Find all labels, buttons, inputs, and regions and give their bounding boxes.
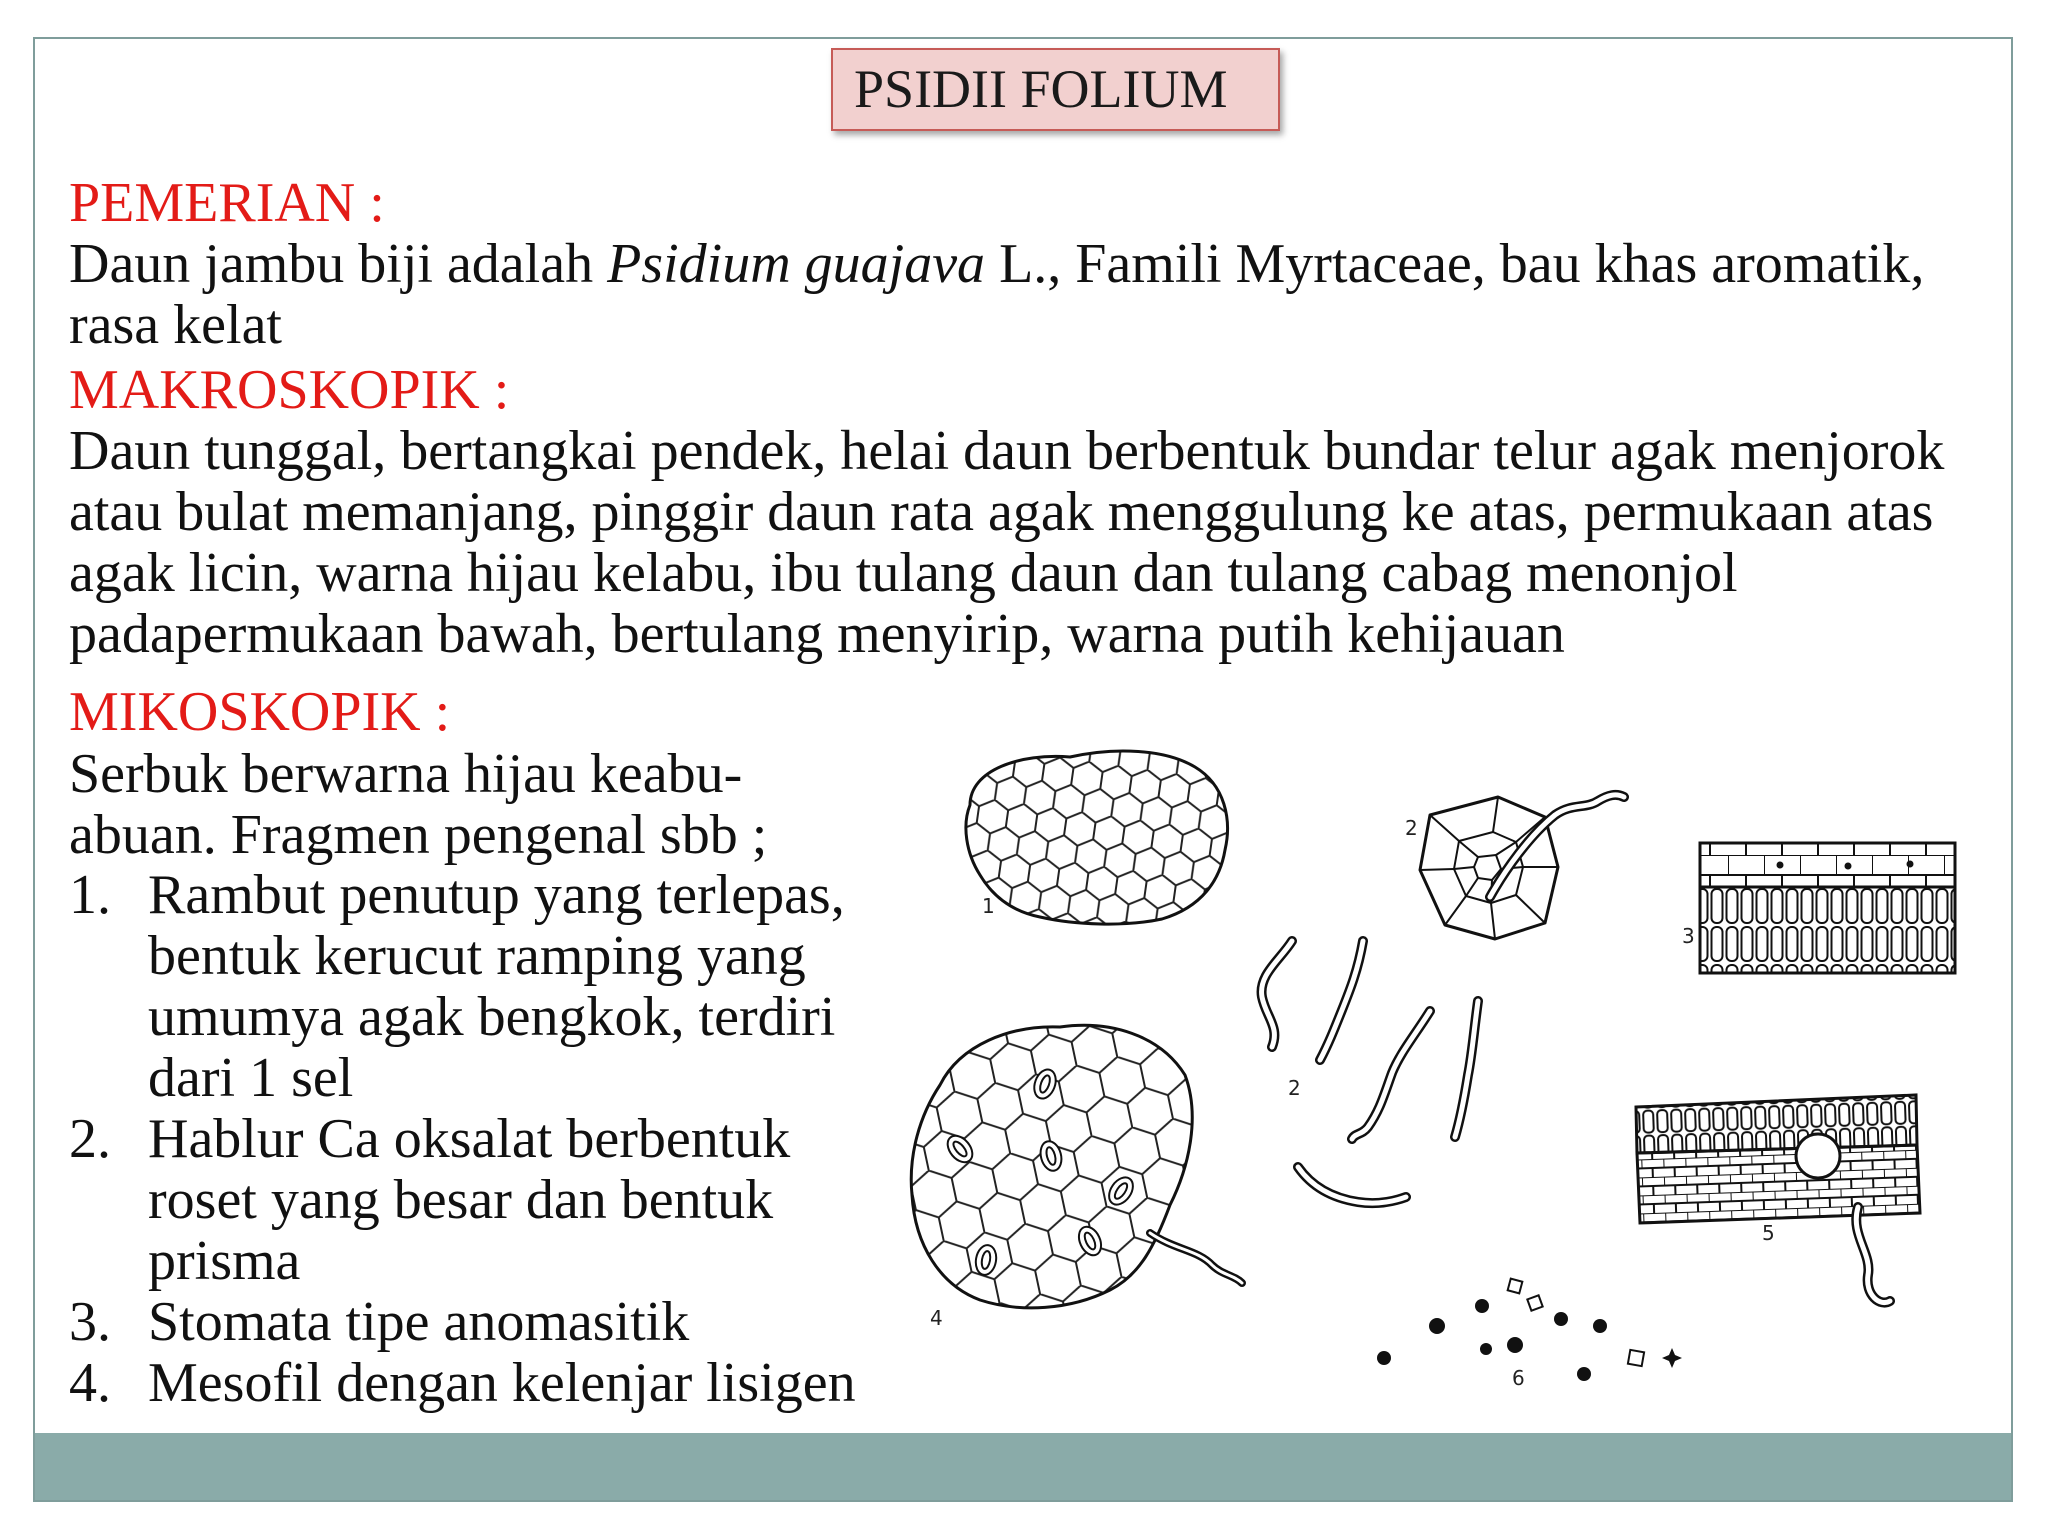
pemerian-line	[69, 234, 1924, 295]
stomata-fragment	[911, 1025, 1192, 1308]
mikroskopik-intro-line: abuan. Fragmen pengenal sbb ;	[69, 804, 768, 866]
makroskopik-line: padapermukaan bawah, bertulang menyirip, warna putih kehijauan	[69, 603, 1565, 665]
footer-bar	[35, 1433, 2011, 1500]
slide-title: PSIDII FOLIUM	[854, 59, 1228, 119]
list-number: 2.	[69, 1108, 111, 1170]
makroskopik-line: agak licin, warna hijau kelabu, ibu tulang daun dan tulang cabag menonjol	[69, 542, 1738, 604]
covering-hair	[1150, 1233, 1242, 1283]
figure-label: 6	[1512, 1366, 1525, 1390]
covering-hair	[1856, 1207, 1890, 1303]
makroskopik-line: Daun tunggal, bertangkai pendek, helai daun berbentuk bundar telur agak menjorok	[69, 420, 1945, 482]
figure-label: 2	[1405, 816, 1418, 840]
figure-label: 2	[1288, 1076, 1301, 1100]
covering-hair	[1455, 1001, 1478, 1137]
list-item-line: umumya agak bengkok, terdiri	[148, 986, 836, 1048]
figure-label: 5	[1762, 1221, 1775, 1245]
list-number: 4.	[69, 1352, 111, 1414]
list-number: 1.	[69, 864, 111, 926]
list-item-line: bentuk kerucut ramping yang	[148, 925, 806, 987]
crystal-rosette	[1377, 1351, 1391, 1365]
oxalate-crystals	[1377, 1279, 1682, 1381]
figure-label: 4	[930, 1306, 943, 1330]
micrograph-figure	[900, 735, 2010, 1415]
title-box	[831, 48, 1280, 131]
list-item-line: Mesofil dengan kelenjar lisigen	[148, 1352, 856, 1414]
list-item-text	[148, 1292, 856, 1353]
crystal-rosette	[1554, 1312, 1568, 1326]
mikroskopik-heading: MIKOSKOPIK :	[69, 681, 451, 743]
rosette-fragment	[1420, 797, 1558, 939]
crystal-rosette	[1662, 1348, 1682, 1368]
pemerian-line: rasa kelat	[69, 294, 282, 356]
list-item-line: Stomata tipe anomasitik	[148, 1291, 690, 1353]
list-item	[69, 1109, 856, 1292]
crystal-rosette	[1507, 1337, 1523, 1353]
crystal-rosette	[1429, 1318, 1445, 1334]
palisade-fragment	[1700, 843, 1955, 973]
covering-hair	[1320, 941, 1363, 1060]
pemerian-text-segment: Daun jambu biji adalah	[69, 233, 608, 295]
pemerian-heading: PEMERIAN :	[69, 172, 385, 234]
list-item-text	[148, 865, 856, 1109]
makroskopik-heading: MAKROSKOPIK :	[69, 359, 510, 421]
figure-label: 1	[982, 894, 995, 918]
list-number: 3.	[69, 1291, 111, 1353]
mikroskopik-intro	[69, 744, 767, 866]
list-item	[69, 1353, 856, 1414]
mesophyll-fragment	[1636, 1095, 1920, 1223]
crystal-rosette	[1480, 1343, 1492, 1355]
makroskopik-line: atau bulat memanjang, pinggir daun rata agak menggulung ke atas, permukaan atas	[69, 481, 1934, 543]
covering-hair	[1298, 1167, 1406, 1203]
fragment-list	[69, 865, 856, 1414]
list-item-line: Hablur Ca oksalat berbentuk	[148, 1108, 791, 1170]
makroskopik-paragraph	[69, 421, 1944, 665]
pemerian-paragraph	[69, 234, 1924, 356]
list-item-line: dari 1 sel	[148, 1047, 354, 1109]
crystal-rosette	[1577, 1367, 1591, 1381]
figure-label: 3	[1682, 924, 1695, 948]
crystal-rosette	[1475, 1299, 1489, 1313]
list-item	[69, 1292, 856, 1353]
list-item-line: roset yang besar dan bentuk	[148, 1169, 774, 1231]
list-item-text	[148, 1109, 856, 1292]
list-item-line: Rambut penutup yang terlepas,	[148, 864, 845, 926]
covering-hair	[1262, 941, 1292, 1047]
species-name: Psidium guajava	[607, 233, 986, 295]
epidermis-fragment	[966, 751, 1228, 924]
list-item-line: prisma	[148, 1230, 301, 1292]
lysigenous-gland	[1796, 1134, 1840, 1178]
crystal-prism	[1628, 1350, 1644, 1366]
crystal-rosette	[1593, 1319, 1607, 1333]
crystal-prism	[1527, 1295, 1542, 1310]
crystal-prism	[1508, 1279, 1523, 1294]
pemerian-text-segment: L., Famili Myrtaceae, bau khas aromatik,	[985, 233, 1925, 295]
list-item	[69, 865, 856, 1109]
covering-hair	[1352, 1011, 1430, 1139]
mikroskopik-intro-line: Serbuk berwarna hijau keabu-	[69, 743, 743, 805]
list-item-text	[148, 1353, 856, 1414]
